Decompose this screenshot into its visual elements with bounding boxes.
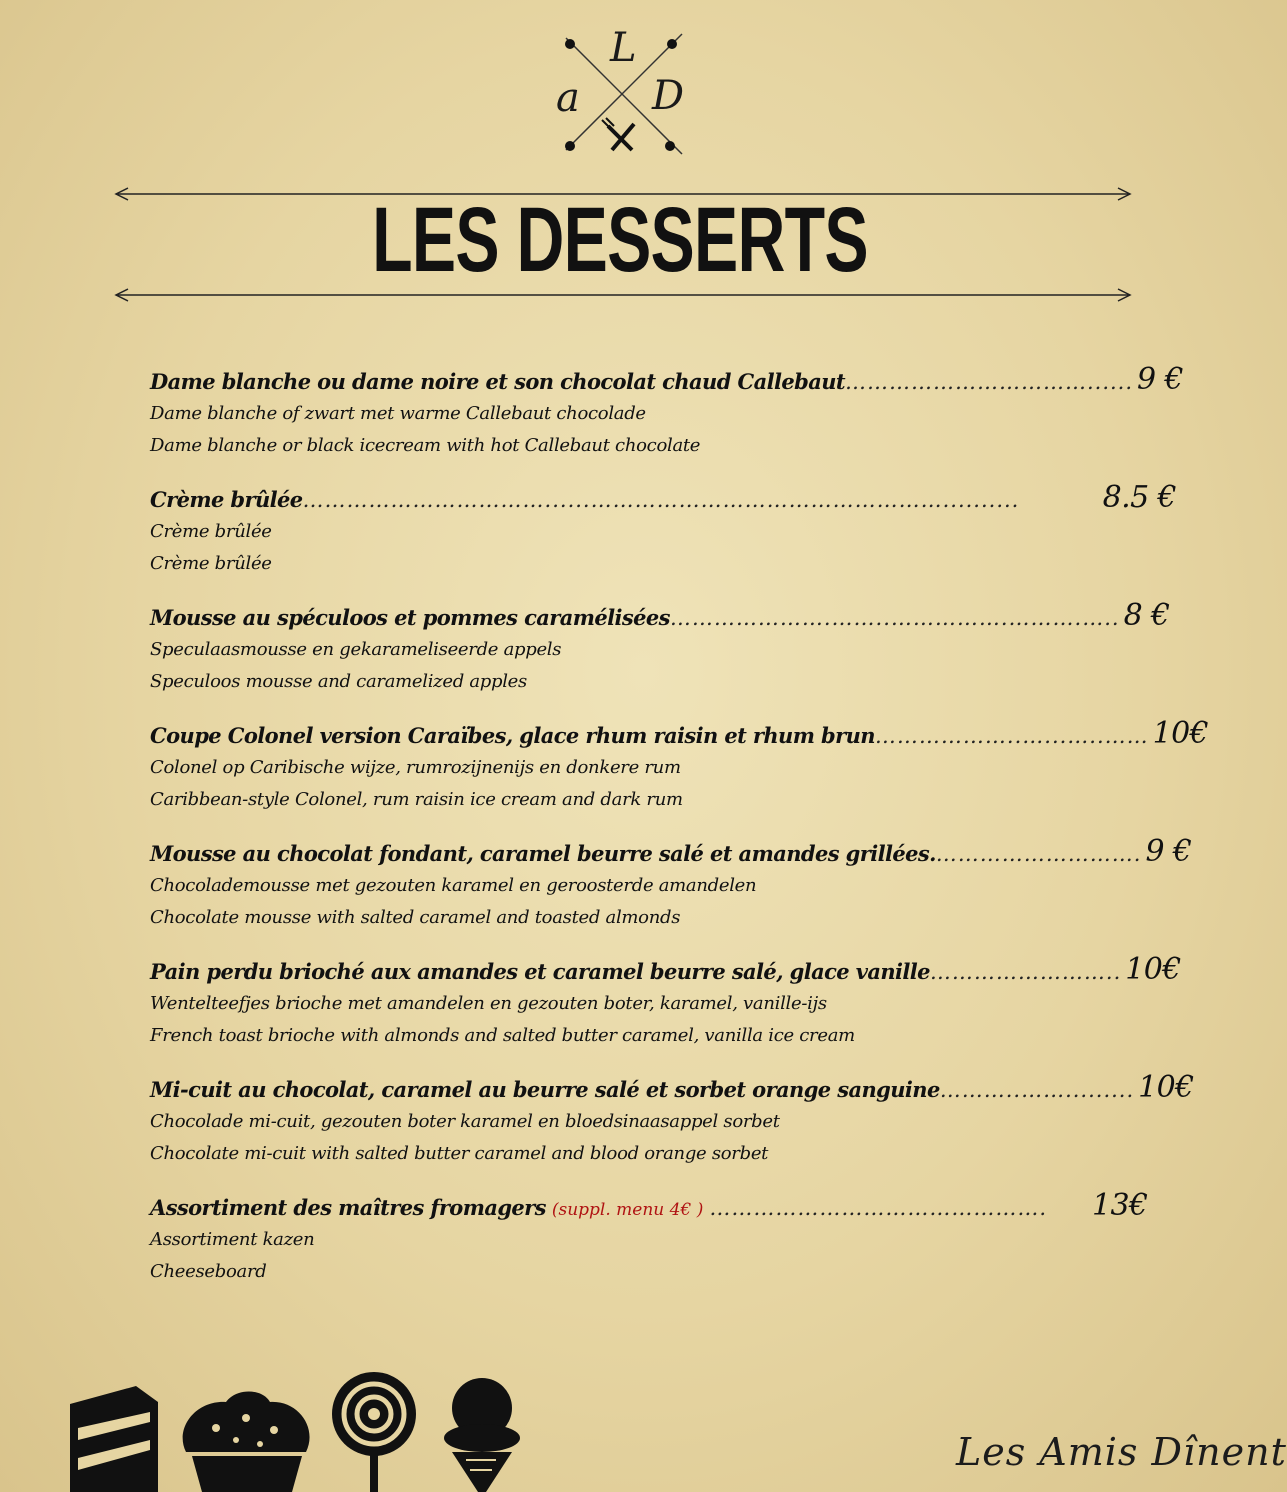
- item-price: 8 €: [1123, 598, 1170, 633]
- menu-item: [150, 1070, 1194, 1188]
- item-name: Mousse au spéculoos et pommes caramélisées: [150, 605, 670, 630]
- menu-item: [150, 480, 1190, 598]
- menu-item: [150, 834, 1190, 952]
- logo-letter-a: a: [556, 75, 580, 121]
- logo-letter-l: L: [610, 25, 637, 71]
- item-name: Mousse au chocolat fondant, caramel beurre salé et amandes grillées.: [150, 841, 936, 866]
- restaurant-signature: Les Amis Dînent: [956, 1430, 1287, 1474]
- dessert-list: [150, 362, 1209, 1306]
- item-description-en: Speculoos mousse and caramelized apples: [150, 671, 527, 692]
- menu-item: [150, 362, 1190, 480]
- item-description-nl: Chocolademousse met gezouten karamel en geroosterde amandelen: [150, 875, 757, 896]
- item-description-en: Dame blanche or black icecream with hot Callebaut chocolate: [150, 435, 701, 456]
- item-price: 13€: [1092, 1188, 1148, 1223]
- muffin-icon: [183, 1392, 310, 1492]
- item-name: Mi-cuit au chocolat, caramel au beurre salé et sorbet orange sanguine: [150, 1077, 940, 1102]
- menu-item: [150, 952, 1190, 1070]
- item-price: 10€: [1138, 1070, 1194, 1105]
- item-description-en: Cheeseboard: [150, 1261, 267, 1282]
- item-leader-dots: ………..…….........: [939, 1078, 1135, 1102]
- page-title: LES DESSERTS: [372, 189, 868, 291]
- item-description-nl: Assortiment kazen: [150, 1229, 315, 1250]
- item-description-nl: Speculaasmousse en gekarameliseerde appels: [150, 639, 562, 660]
- item-leader-dots: ……………………….: [935, 842, 1142, 866]
- item-price: 10€: [1125, 952, 1181, 987]
- item-description-nl: Wentelteefjes brioche met amandelen en gezouten boter, karamel, vanille-ijs: [150, 993, 827, 1014]
- item-description-nl: Colonel op Caribische wijze, rumrozijnenijs en donkere rum: [150, 757, 681, 778]
- item-price: 10€: [1152, 716, 1209, 751]
- item-description-nl: Crème brûlée: [150, 521, 272, 542]
- cake-slice-icon: [70, 1386, 158, 1492]
- item-price: 9 €: [1137, 362, 1183, 397]
- item-leader-dots: ……………………………......: [844, 370, 1134, 394]
- item-leader-dots: ……………………..: [929, 960, 1122, 984]
- item-name: Assortiment des maîtres fromagers: [150, 1195, 546, 1220]
- bottom-divider-arrow: [114, 288, 1132, 302]
- supplement-note: (suppl. menu 4€ ): [551, 1200, 704, 1220]
- menu-item: [150, 598, 1190, 716]
- item-description-en: Caribbean-style Colonel, rum raisin ice cream and dark rum: [150, 789, 683, 810]
- item-description-en: French toast brioche with almonds and salted butter caramel, vanilla ice cream: [150, 1025, 855, 1046]
- item-name: Pain perdu brioché aux amandes et caramel beurre salé, glace vanille: [150, 959, 930, 984]
- dessert-icons: [66, 1368, 526, 1492]
- item-description-en: Chocolate mi-cuit with salted butter caramel and blood orange sorbet: [150, 1143, 769, 1164]
- item-price: 9 €: [1145, 834, 1192, 869]
- item-leader-dots: ………………….……..…………….……….…..: [669, 606, 1120, 630]
- item-description-nl: Chocolade mi-cuit, gezouten boter karamel en bloedsinaasappel sorbet: [150, 1111, 780, 1132]
- logo-letter-d: D: [652, 73, 685, 119]
- item-leader-dots: ………………..…...…..……: [874, 724, 1149, 748]
- ice-cream-cone-icon: [444, 1378, 520, 1492]
- item-name: Dame blanche ou dame noire et son chocolat chaud Callebaut: [150, 369, 845, 394]
- item-description-nl: Dame blanche of zwart met warme Callebaut chocolade: [150, 403, 646, 424]
- lollipop-icon: [332, 1372, 416, 1492]
- restaurant-logo: [552, 25, 688, 160]
- menu-item: [150, 1188, 1190, 1306]
- item-description-en: Crème brûlée: [150, 553, 272, 574]
- menu-item: [150, 716, 1209, 834]
- item-name: Crème brûlée: [150, 487, 303, 512]
- item-description-en: Chocolate mousse with salted caramel and toasted almonds: [150, 907, 681, 928]
- item-leader-dots: ……………………………......…………………………………………..........: [302, 488, 1020, 512]
- item-price: 8.5 €: [1102, 480, 1176, 515]
- item-name: Coupe Colonel version Caraïbes, glace rhum raisin et rhum brun: [150, 723, 875, 748]
- item-leader-dots: ……………………………………….: [709, 1196, 1048, 1220]
